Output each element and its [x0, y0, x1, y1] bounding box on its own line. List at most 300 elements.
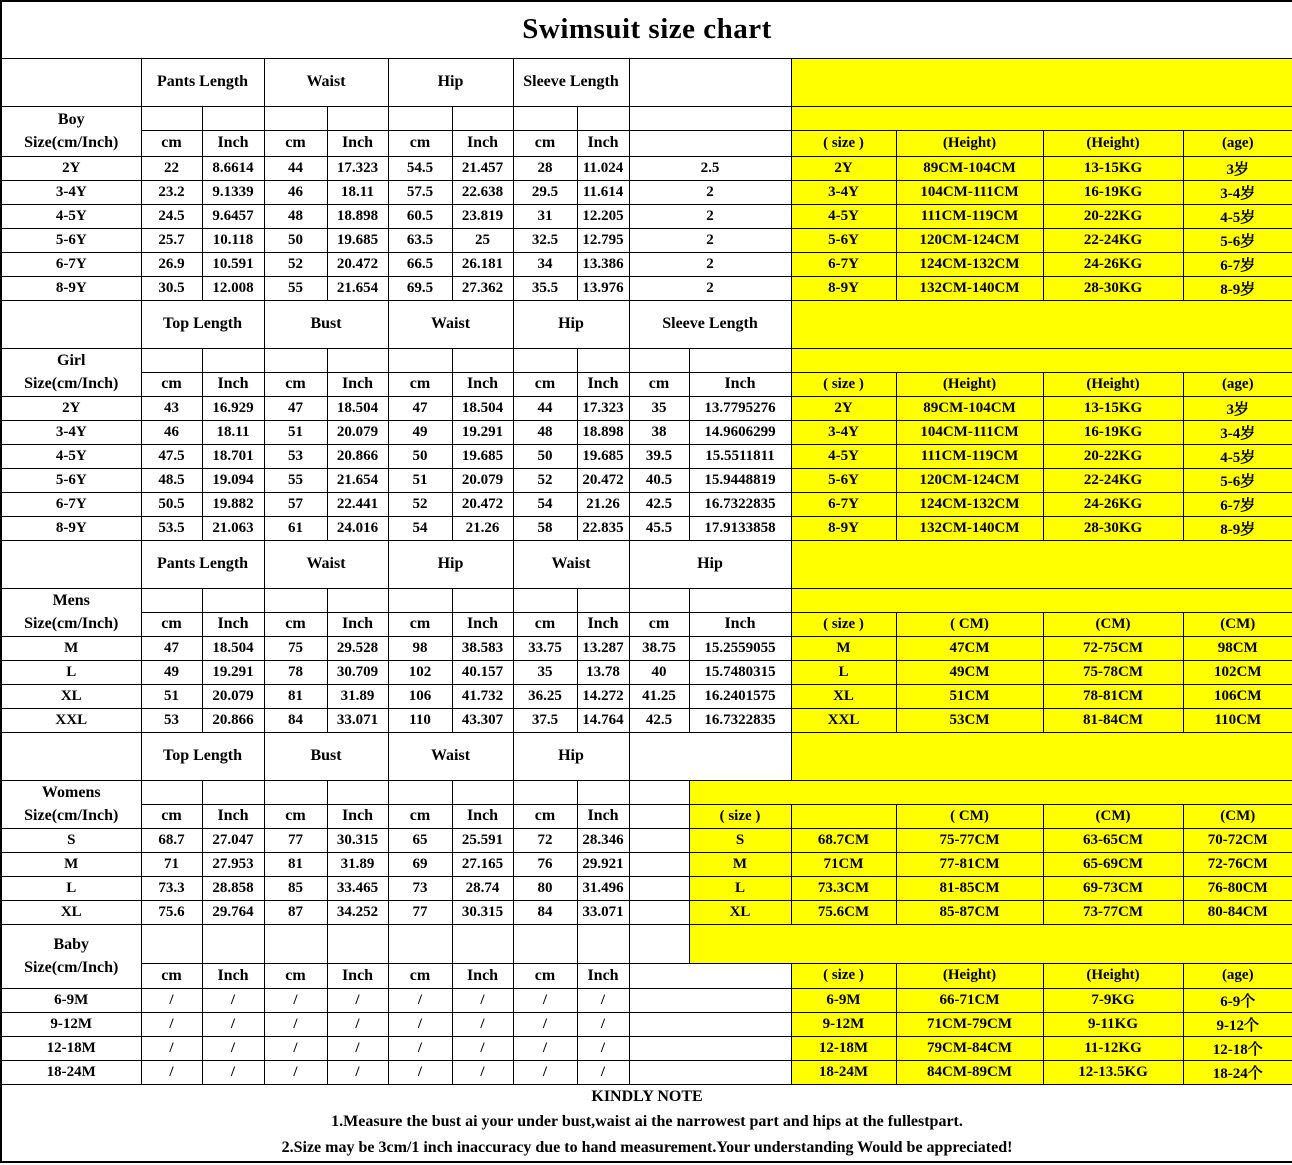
value-cell: 14.9606299 — [689, 420, 791, 444]
row-label: XXL — [1, 708, 141, 732]
empty-cell — [264, 924, 327, 963]
row-label: 9-12M — [1, 1012, 141, 1036]
empty-cell — [452, 106, 513, 130]
value-cell: 39.5 — [629, 444, 689, 468]
yellow-value-cell: L — [791, 660, 896, 684]
row-label: 6-9M — [1, 988, 141, 1012]
extra-value-cell: 2.5 — [629, 156, 791, 180]
group-header: Sleeve Length — [513, 58, 629, 106]
girl-label-row — [1, 348, 1292, 372]
value-cell: / — [202, 1012, 264, 1036]
empty-cell — [629, 1060, 791, 1084]
value-cell: 11.024 — [577, 156, 629, 180]
value-cell: 46 — [264, 180, 327, 204]
yellow-value-cell: 9-12M — [791, 1012, 896, 1036]
unit-header: Inch — [689, 372, 791, 396]
value-cell: 13.78 — [577, 660, 629, 684]
yellow-value-cell: 24-26KG — [1043, 252, 1183, 276]
yellow-block — [689, 780, 1292, 804]
yellow-value-cell: 22-24KG — [1043, 468, 1183, 492]
value-cell: 75 — [264, 636, 327, 660]
value-cell: 75.6 — [141, 900, 202, 924]
empty-cell — [202, 106, 264, 130]
unit-header: cm — [264, 963, 327, 988]
row-label: 5-6Y — [1, 228, 141, 252]
yellow-col-header — [791, 804, 896, 828]
girl-data-row — [1, 516, 1292, 540]
value-cell: / — [327, 1012, 388, 1036]
unit-header: Inch — [577, 130, 629, 156]
group-header: Hip — [388, 540, 513, 588]
unit-header: cm — [388, 372, 452, 396]
empty-cell — [577, 780, 629, 804]
yellow-value-cell: 6-7岁 — [1183, 252, 1292, 276]
value-cell: 16.2401575 — [689, 684, 791, 708]
empty-cell — [141, 780, 202, 804]
group-header: Waist — [513, 540, 629, 588]
value-cell: 87 — [264, 900, 327, 924]
baby-label-row — [1, 924, 1292, 963]
value-cell: / — [264, 1012, 327, 1036]
value-cell: 29.764 — [202, 900, 264, 924]
value-cell: 57 — [264, 492, 327, 516]
value-cell: / — [388, 1060, 452, 1084]
yellow-value-cell: 12-18M — [791, 1036, 896, 1060]
value-cell: 78 — [264, 660, 327, 684]
value-cell: 19.685 — [452, 444, 513, 468]
empty-cell — [513, 588, 577, 612]
empty-cell — [629, 106, 791, 130]
girl-data-row — [1, 396, 1292, 420]
value-cell: 14.272 — [577, 684, 629, 708]
yellow-block — [791, 540, 1292, 588]
yellow-value-cell: M — [791, 636, 896, 660]
boy-data-row — [1, 276, 1292, 300]
womens-data-row — [1, 828, 1292, 852]
yellow-value-cell: 102CM — [1183, 660, 1292, 684]
value-cell: 80 — [513, 876, 577, 900]
value-cell: 18.504 — [327, 396, 388, 420]
yellow-col-header: (age) — [1183, 963, 1292, 988]
section-label-line: Girl — [57, 351, 86, 369]
value-cell: 54 — [388, 516, 452, 540]
value-cell: 41.732 — [452, 684, 513, 708]
girl-data-row — [1, 492, 1292, 516]
empty-cell — [388, 348, 452, 372]
value-cell: / — [577, 1060, 629, 1084]
empty-cell — [629, 804, 689, 828]
value-cell: / — [327, 1060, 388, 1084]
value-cell: 48 — [264, 204, 327, 228]
value-cell: 20.472 — [327, 252, 388, 276]
yellow-col-header: (CM) — [1183, 804, 1292, 828]
yellow-value-cell: 2Y — [791, 156, 896, 180]
section-label-line: Baby — [53, 935, 90, 953]
empty-cell — [388, 588, 452, 612]
mens-data-row — [1, 636, 1292, 660]
value-cell: / — [327, 988, 388, 1012]
row-label: 2Y — [1, 396, 141, 420]
yellow-value-cell: 6-7岁 — [1183, 492, 1292, 516]
value-cell: 102 — [388, 660, 452, 684]
empty-cell — [141, 106, 202, 130]
womens-unit-header-row — [1, 804, 1292, 828]
value-cell: 52 — [513, 468, 577, 492]
corner-cell — [1, 540, 141, 588]
section-label — [1, 106, 141, 156]
value-cell: 27.362 — [452, 276, 513, 300]
yellow-value-cell: 3岁 — [1183, 396, 1292, 420]
empty-cell — [629, 348, 689, 372]
value-cell: 20.079 — [452, 468, 513, 492]
value-cell: 13.976 — [577, 276, 629, 300]
row-label: 5-6Y — [1, 468, 141, 492]
yellow-value-cell: 20-22KG — [1043, 444, 1183, 468]
value-cell: / — [577, 988, 629, 1012]
yellow-col-header: (CM) — [1043, 612, 1183, 636]
value-cell: 20.866 — [202, 708, 264, 732]
yellow-value-cell: 71CM-79CM — [896, 1012, 1043, 1036]
empty-cell — [264, 780, 327, 804]
value-cell: 38.75 — [629, 636, 689, 660]
yellow-value-cell: 13-15KG — [1043, 156, 1183, 180]
group-header: Pants Length — [141, 540, 264, 588]
note-line-1: 1.Measure the bust ai your under bust,waist ai the narrowest part and hips at the fullestpart. — [331, 1112, 963, 1130]
group-header: Bust — [264, 732, 388, 780]
value-cell: 8.6614 — [202, 156, 264, 180]
yellow-value-cell: 16-19KG — [1043, 420, 1183, 444]
value-cell: / — [452, 1060, 513, 1084]
yellow-value-cell: 132CM-140CM — [896, 276, 1043, 300]
value-cell: 13.287 — [577, 636, 629, 660]
yellow-value-cell: 76-80CM — [1183, 876, 1292, 900]
unit-header: Inch — [577, 963, 629, 988]
value-cell: 76 — [513, 852, 577, 876]
unit-header: Inch — [327, 612, 388, 636]
yellow-value-cell: 70-72CM — [1183, 828, 1292, 852]
value-cell: / — [141, 1060, 202, 1084]
value-cell: 15.5511811 — [689, 444, 791, 468]
yellow-block — [791, 588, 1292, 612]
yellow-value-cell: 6-7Y — [791, 252, 896, 276]
note-line-2: 2.Size may be 3cm/1 inch inaccuracy due to hand measurement.Your understanding Would be appreciated! — [281, 1138, 1013, 1156]
value-cell: 19.882 — [202, 492, 264, 516]
value-cell: 58 — [513, 516, 577, 540]
value-cell: 16.7322835 — [689, 492, 791, 516]
yellow-value-cell: 78-81CM — [1043, 684, 1183, 708]
row-label: 3-4Y — [1, 420, 141, 444]
value-cell: 51 — [264, 420, 327, 444]
section-label — [1, 780, 141, 828]
row-label: M — [1, 636, 141, 660]
section-label-line: Boy — [57, 110, 85, 128]
value-cell: 42.5 — [629, 492, 689, 516]
value-cell: 60.5 — [388, 204, 452, 228]
row-label: M — [1, 852, 141, 876]
value-cell: 68.7 — [141, 828, 202, 852]
value-cell: 31 — [513, 204, 577, 228]
value-cell: 98 — [388, 636, 452, 660]
unit-header: cm — [388, 130, 452, 156]
value-cell: 50 — [264, 228, 327, 252]
extra-value-cell: 2 — [629, 252, 791, 276]
value-cell: 9.1339 — [202, 180, 264, 204]
womens-group-header-row — [1, 732, 1292, 780]
yellow-value-cell: 53CM — [896, 708, 1043, 732]
yellow-value-cell: 28-30KG — [1043, 516, 1183, 540]
value-cell: 17.323 — [327, 156, 388, 180]
extra-value-cell: 2 — [629, 276, 791, 300]
value-cell: 43 — [141, 396, 202, 420]
yellow-col-header: ( size ) — [791, 612, 896, 636]
value-cell: 34.252 — [327, 900, 388, 924]
value-cell: / — [141, 1036, 202, 1060]
yellow-value-cell: 18-24M — [791, 1060, 896, 1084]
yellow-value-cell: 4-5岁 — [1183, 204, 1292, 228]
boy-group-header-row — [1, 58, 1292, 106]
yellow-col-header: (age) — [1183, 130, 1292, 156]
value-cell: 22 — [141, 156, 202, 180]
yellow-value-cell: 120CM-124CM — [896, 228, 1043, 252]
unit-header: Inch — [452, 372, 513, 396]
yellow-value-cell: 69-73CM — [1043, 876, 1183, 900]
yellow-value-cell: 49CM — [896, 660, 1043, 684]
yellow-value-cell: 110CM — [1183, 708, 1292, 732]
yellow-value-cell: 24-26KG — [1043, 492, 1183, 516]
yellow-col-header: ( CM) — [896, 612, 1043, 636]
empty-cell — [629, 1012, 791, 1036]
unit-header: cm — [264, 130, 327, 156]
value-cell: 21.654 — [327, 468, 388, 492]
value-cell: 33.465 — [327, 876, 388, 900]
yellow-value-cell: 81-84CM — [1043, 708, 1183, 732]
unit-header: cm — [629, 612, 689, 636]
value-cell: 26.181 — [452, 252, 513, 276]
womens-label-row — [1, 780, 1292, 804]
unit-header: cm — [141, 130, 202, 156]
unit-header: Inch — [202, 130, 264, 156]
empty-cell — [629, 588, 689, 612]
value-cell: / — [577, 1036, 629, 1060]
value-cell: 30.315 — [327, 828, 388, 852]
value-cell: 30.5 — [141, 276, 202, 300]
yellow-value-cell: 3-4Y — [791, 180, 896, 204]
value-cell: 18.504 — [452, 396, 513, 420]
value-cell: / — [513, 1060, 577, 1084]
group-header: Pants Length — [141, 58, 264, 106]
value-cell: 48 — [513, 420, 577, 444]
unit-header: cm — [264, 372, 327, 396]
girl-data-row — [1, 420, 1292, 444]
value-cell: 30.315 — [452, 900, 513, 924]
yellow-value-cell: 75-78CM — [1043, 660, 1183, 684]
mens-group-header-row — [1, 540, 1292, 588]
value-cell: 77 — [388, 900, 452, 924]
yellow-value-cell: 3-4岁 — [1183, 180, 1292, 204]
value-cell: 38.583 — [452, 636, 513, 660]
womens-data-row — [1, 876, 1292, 900]
value-cell: 53 — [264, 444, 327, 468]
empty-cell — [388, 924, 452, 963]
value-cell: / — [513, 1036, 577, 1060]
value-cell: 12.008 — [202, 276, 264, 300]
yellow-value-cell: 12-18个 — [1183, 1036, 1292, 1060]
value-cell: 66.5 — [388, 252, 452, 276]
row-label: 2Y — [1, 156, 141, 180]
empty-cell — [629, 900, 689, 924]
value-cell: 33.75 — [513, 636, 577, 660]
value-cell: 22.835 — [577, 516, 629, 540]
yellow-value-cell: 68.7CM — [791, 828, 896, 852]
value-cell: 14.764 — [577, 708, 629, 732]
value-cell: 28.858 — [202, 876, 264, 900]
yellow-col-header: (CM) — [1043, 804, 1183, 828]
girl-data-row — [1, 444, 1292, 468]
boy-data-row — [1, 180, 1292, 204]
value-cell: 41.25 — [629, 684, 689, 708]
group-header: Waist — [388, 300, 513, 348]
empty-cell — [388, 106, 452, 130]
value-cell: 40.5 — [629, 468, 689, 492]
value-cell: 84 — [513, 900, 577, 924]
yellow-block — [791, 106, 1292, 130]
yellow-value-cell: 22-24KG — [1043, 228, 1183, 252]
unit-header: cm — [141, 804, 202, 828]
yellow-value-cell: 5-6Y — [791, 468, 896, 492]
value-cell: 47 — [141, 636, 202, 660]
row-label: S — [1, 828, 141, 852]
group-header: Bust — [264, 300, 388, 348]
unit-header: cm — [513, 804, 577, 828]
mens-data-row — [1, 684, 1292, 708]
unit-header: Inch — [689, 612, 791, 636]
yellow-value-cell: 104CM-111CM — [896, 180, 1043, 204]
section-label — [1, 348, 141, 396]
row-label: 6-7Y — [1, 492, 141, 516]
value-cell: 55 — [264, 276, 327, 300]
value-cell: 28.74 — [452, 876, 513, 900]
value-cell: / — [202, 1036, 264, 1060]
yellow-value-cell: 89CM-104CM — [896, 396, 1043, 420]
girl-unit-header-row — [1, 372, 1292, 396]
empty-cell — [452, 348, 513, 372]
empty-cell — [452, 780, 513, 804]
value-cell: 34 — [513, 252, 577, 276]
yellow-col-header: ( size ) — [791, 963, 896, 988]
value-cell: 28 — [513, 156, 577, 180]
unit-header: cm — [513, 130, 577, 156]
empty-cell — [513, 106, 577, 130]
baby-data-row — [1, 1036, 1292, 1060]
yellow-col-header: (CM) — [1183, 612, 1292, 636]
unit-header: Inch — [327, 130, 388, 156]
value-cell: 22.638 — [452, 180, 513, 204]
yellow-col-header: ( size ) — [791, 372, 896, 396]
boy-data-row — [1, 204, 1292, 228]
value-cell: 21.654 — [327, 276, 388, 300]
yellow-value-cell: 4-5岁 — [1183, 444, 1292, 468]
empty-cell — [264, 348, 327, 372]
value-cell: 12.795 — [577, 228, 629, 252]
value-cell: 42.5 — [629, 708, 689, 732]
empty-cell — [629, 924, 689, 963]
yellow-value-cell: 11-12KG — [1043, 1036, 1183, 1060]
yellow-value-cell: 124CM-132CM — [896, 492, 1043, 516]
unit-header: Inch — [202, 612, 264, 636]
value-cell: 15.9448819 — [689, 468, 791, 492]
value-cell: 19.685 — [577, 444, 629, 468]
empty-cell — [327, 348, 388, 372]
yellow-value-cell: 6-9M — [791, 988, 896, 1012]
value-cell: 35.5 — [513, 276, 577, 300]
girl-data-row — [1, 468, 1292, 492]
value-cell: 27.047 — [202, 828, 264, 852]
yellow-value-cell: 72-76CM — [1183, 852, 1292, 876]
empty-cell — [577, 924, 629, 963]
value-cell: 19.291 — [202, 660, 264, 684]
value-cell: / — [264, 1036, 327, 1060]
empty-cell — [629, 828, 689, 852]
yellow-value-cell: 81-85CM — [896, 876, 1043, 900]
yellow-col-header: (Height) — [896, 963, 1043, 988]
unit-header: cm — [264, 804, 327, 828]
empty-cell — [629, 130, 791, 156]
value-cell: 51 — [141, 684, 202, 708]
corner-cell — [1, 58, 141, 106]
value-cell: / — [513, 988, 577, 1012]
empty-cell — [141, 924, 202, 963]
empty-cell — [327, 780, 388, 804]
row-label: 18-24M — [1, 1060, 141, 1084]
value-cell: 48.5 — [141, 468, 202, 492]
value-cell: 27.165 — [452, 852, 513, 876]
yellow-value-cell: 111CM-119CM — [896, 444, 1043, 468]
value-cell: 31.89 — [327, 852, 388, 876]
unit-header: Inch — [202, 804, 264, 828]
corner-cell — [1, 732, 141, 780]
unit-header: Inch — [202, 372, 264, 396]
value-cell: 77 — [264, 828, 327, 852]
section-label-line: Size(cm/Inch) — [24, 134, 119, 151]
unit-header: Inch — [327, 372, 388, 396]
yellow-value-cell: 51CM — [896, 684, 1043, 708]
empty-cell — [141, 348, 202, 372]
yellow-value-cell: 8-9岁 — [1183, 516, 1292, 540]
yellow-value-cell: 63-65CM — [1043, 828, 1183, 852]
value-cell: 35 — [513, 660, 577, 684]
value-cell: 24.016 — [327, 516, 388, 540]
value-cell: 18.701 — [202, 444, 264, 468]
mens-unit-header-row — [1, 612, 1292, 636]
unit-header: cm — [629, 372, 689, 396]
value-cell: 53 — [141, 708, 202, 732]
unit-header: cm — [141, 963, 202, 988]
value-cell: 47 — [388, 396, 452, 420]
value-cell: 85 — [264, 876, 327, 900]
value-cell: 54.5 — [388, 156, 452, 180]
yellow-value-cell: M — [689, 852, 791, 876]
unit-header: cm — [513, 963, 577, 988]
value-cell: 20.079 — [327, 420, 388, 444]
value-cell: 55 — [264, 468, 327, 492]
value-cell: 20.079 — [202, 684, 264, 708]
unit-header: Inch — [577, 804, 629, 828]
value-cell: 17.9133858 — [689, 516, 791, 540]
value-cell: 49 — [388, 420, 452, 444]
value-cell: 110 — [388, 708, 452, 732]
yellow-col-header: (Height) — [896, 372, 1043, 396]
yellow-value-cell: 106CM — [1183, 684, 1292, 708]
